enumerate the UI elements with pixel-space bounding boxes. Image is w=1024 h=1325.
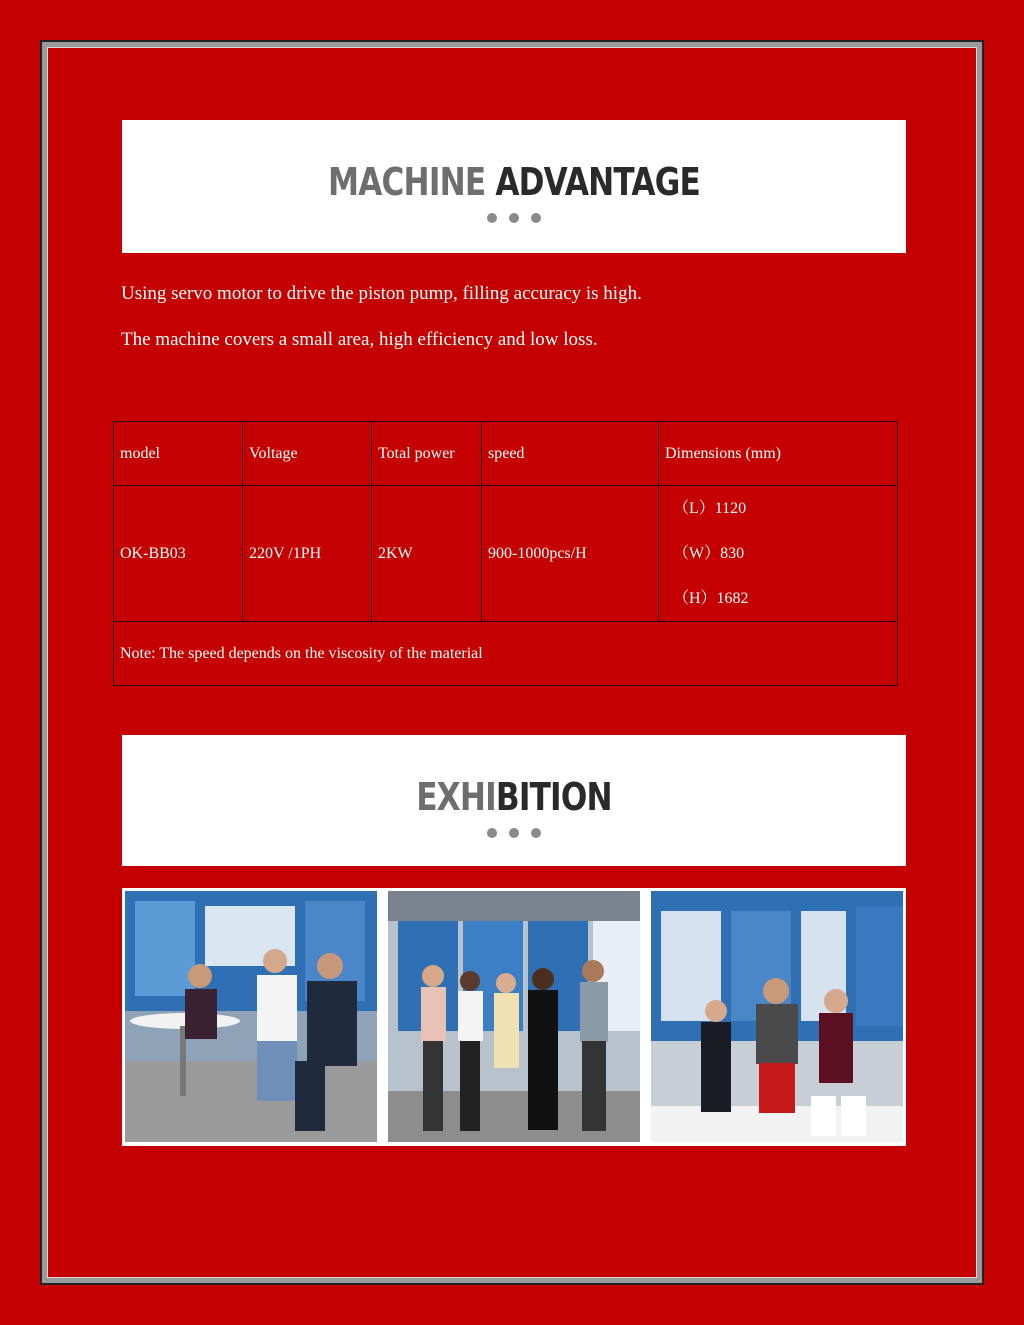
exhibition-photo-1 <box>125 891 377 1142</box>
dot <box>509 213 519 223</box>
header-dimensions: Dimensions (mm) <box>659 422 898 486</box>
spec-table <box>113 421 898 686</box>
advantage-paragraph-1: Using servo motor to drive the piston pump, filling accuracy is high. <box>121 283 642 304</box>
table-note-row <box>114 622 898 686</box>
header-model: model <box>114 422 243 486</box>
dimension-height: （H）1682 <box>673 590 749 607</box>
dimension-width: （W）830 <box>673 545 745 562</box>
cell-voltage: 220V /1PH <box>243 486 372 622</box>
machine-advantage-banner <box>122 120 906 253</box>
table-header-row <box>114 422 898 486</box>
table-row <box>114 486 898 622</box>
dot <box>487 828 497 838</box>
booth-photo-illustration <box>388 891 640 1142</box>
cell-speed: 900-1000pcs/H <box>482 486 659 622</box>
exhibition-banner <box>122 735 906 866</box>
booth-photo-illustration <box>125 891 377 1142</box>
exhibition-photo-3 <box>651 891 903 1142</box>
table-note: Note: The speed depends on the viscosity of the material <box>114 622 898 686</box>
machine-advantage-title: MACHINE ADVANTAGE <box>328 160 700 204</box>
exhibition-title: EXHIBITION <box>416 775 612 819</box>
banner-dots <box>122 213 906 223</box>
cell-model: OK-BB03 <box>114 486 243 622</box>
cell-dimensions <box>659 486 898 622</box>
banner-dots <box>122 828 906 838</box>
dot <box>509 828 519 838</box>
cell-power: 2KW <box>372 486 482 622</box>
dot <box>531 213 541 223</box>
exhibition-photo-2 <box>388 891 640 1142</box>
dimension-length: （L）1120 <box>673 500 747 517</box>
header-speed: speed <box>482 422 659 486</box>
dot <box>487 213 497 223</box>
advantage-paragraph-2: The machine covers a small area, high efficiency and low loss. <box>121 329 598 350</box>
booth-photo-illustration <box>651 891 903 1142</box>
exhibition-photos <box>122 888 906 1146</box>
header-voltage: Voltage <box>243 422 372 486</box>
dot <box>531 828 541 838</box>
header-total-power: Total power <box>372 422 482 486</box>
